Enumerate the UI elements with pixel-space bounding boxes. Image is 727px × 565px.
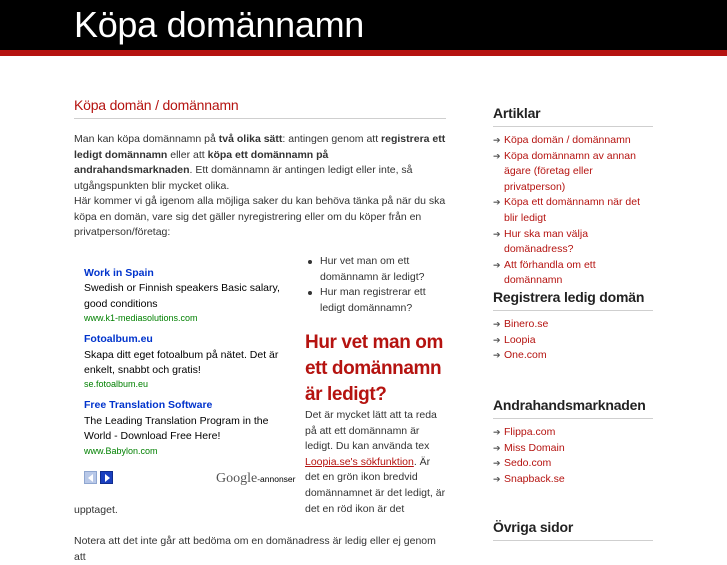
sidebar-link[interactable]: Binero.se — [504, 318, 549, 330]
ad-url[interactable]: se.fotoalbum.eu — [84, 379, 149, 390]
sidebar-link-item[interactable] — [493, 149, 653, 196]
article-toc — [305, 254, 447, 316]
sidebar-link[interactable]: Köpa domännamn av annan ägare (företag eller privatperson) — [504, 149, 636, 193]
google-logo: Google — [216, 471, 258, 486]
sidebar-heading: Andrahandsmarknaden — [493, 396, 653, 419]
article — [74, 96, 446, 563]
ad-item[interactable] — [84, 332, 294, 390]
sidebar-link[interactable]: One.com — [504, 349, 547, 362]
sidebar-list — [493, 419, 653, 487]
article-paragraph-cont: upptaget. — [74, 504, 118, 516]
sidebar-link-item[interactable] — [493, 472, 653, 488]
sidebar-section-artiklar — [493, 104, 653, 289]
ad-text: The Leading Translation Program in the World - Download Free Here! — [84, 414, 269, 443]
text: eller att — [167, 148, 208, 161]
sidebar-link-item[interactable] — [493, 333, 653, 349]
ad-title-link[interactable]: Fotoalbum.eu — [84, 333, 153, 346]
sidebar-link[interactable]: Sedo.com — [504, 457, 552, 470]
sidebar-link-item[interactable] — [493, 258, 653, 289]
arrow-right-icon: ➔ — [493, 458, 501, 469]
site-header — [0, 0, 727, 50]
sidebar-link-item[interactable] — [493, 456, 653, 472]
sidebar-link[interactable]: Hur ska man välja domänadress? — [504, 227, 589, 256]
sidebar-list — [493, 311, 653, 364]
sidebar-link-item[interactable] — [493, 227, 653, 258]
sidebar-link[interactable]: Flippa.com — [504, 426, 556, 438]
article-paragraph-note: Notera att det inte går att bedöma om en domänadress är ledig eller ej genom att — [74, 535, 436, 563]
emphasis: registrera ett ledigt domännamn — [74, 133, 446, 161]
ad-prev-button[interactable] — [84, 471, 97, 484]
sidebar-heading: Registrera ledig domän — [493, 288, 653, 311]
sidebar-link-item[interactable] — [493, 317, 653, 333]
google-ads — [84, 266, 296, 486]
section-paragraph — [305, 408, 447, 517]
ad-title-link[interactable]: Work in Spain — [84, 267, 154, 279]
ad-text: Swedish or Finnish speakers Basic salary, good conditions — [84, 282, 280, 310]
emphasis: köpa ett domännamn på andrahandsmarknaden — [74, 148, 329, 177]
article-heading: Köpa domän / domännamn — [74, 96, 446, 119]
sidebar-link[interactable]: Loopia — [504, 333, 536, 346]
arrow-right-icon: ➔ — [493, 228, 501, 239]
annonser-label: -annonser — [257, 474, 296, 484]
ad-url[interactable]: www.k1-mediasolutions.com — [84, 313, 198, 324]
ad-item[interactable] — [84, 398, 294, 456]
sidebar-link[interactable]: Köpa domän / domännamn — [504, 134, 631, 146]
arrow-right-icon: ➔ — [493, 350, 501, 361]
text: Det är mycket lätt att ta reda på att ett domännamn är ledigt. Du kan använda tex — [305, 409, 437, 453]
emphasis: två olika sätt — [218, 133, 283, 145]
header-accent-bar — [0, 50, 727, 56]
arrow-right-icon: ➔ — [493, 427, 501, 437]
ad-navigation — [84, 471, 116, 486]
sidebar-link[interactable]: Att förhandla om ett domännamn — [504, 258, 596, 287]
ad-next-button[interactable] — [100, 471, 113, 484]
sidebar-section-ovriga — [493, 518, 653, 541]
sidebar-link-item[interactable] — [493, 348, 653, 364]
arrow-right-icon: ➔ — [493, 442, 501, 453]
arrow-right-icon: ➔ — [493, 197, 501, 208]
sidebar-link-item[interactable] — [493, 425, 653, 441]
sidebar-link-item[interactable] — [493, 133, 653, 149]
ad-url[interactable]: www.Babylon.com — [84, 445, 158, 456]
article-intro — [74, 132, 446, 194]
toc-item[interactable]: Hur man registrerar ett ledigt domännamn? — [305, 285, 447, 316]
ad-title-link[interactable]: Free Translation Software — [84, 399, 213, 412]
sidebar-section-registrera — [493, 288, 653, 364]
sidebar-link[interactable]: Miss Domain — [504, 441, 565, 454]
ad-text: Skapa ditt eget fotoalbum på nätet. Det är enkelt, snabbt och gratis! — [84, 348, 279, 377]
arrow-right-icon: ➔ — [493, 334, 501, 345]
sidebar-section-andrahand — [493, 396, 653, 487]
loopia-search-link[interactable]: Loopia.se's sökfunktion — [305, 455, 414, 468]
sidebar-heading: Artiklar — [493, 104, 653, 127]
text: . Ett domännamn är antingen ledigt eller inte, så utgångspunkten blir mycket olika. — [74, 164, 413, 192]
sidebar-link-item[interactable] — [493, 441, 653, 457]
sidebar-link-item[interactable] — [493, 195, 653, 226]
sidebar-link[interactable]: Köpa ett domännamn när det blir ledigt — [504, 196, 641, 224]
text: Man kan köpa domännamn på — [74, 133, 219, 145]
article-right-column — [305, 254, 447, 515]
sidebar-link[interactable]: Snapback.se — [504, 472, 565, 485]
sidebar-list — [493, 127, 653, 289]
ad-item[interactable] — [84, 266, 294, 324]
section-heading: Hur vet man om ett domännamn är ledigt? — [305, 332, 443, 405]
arrow-right-icon: ➔ — [493, 259, 501, 270]
toc-item[interactable]: Hur vet man om ett domännamn är ledigt? — [305, 254, 447, 285]
site-title[interactable]: Köpa domännamn — [74, 4, 365, 45]
sidebar-heading: Övriga sidor — [493, 518, 653, 541]
google-ads-label[interactable] — [216, 471, 296, 487]
arrow-right-icon: ➔ — [493, 473, 501, 484]
text: . Är det en grön ikon bredvid domännamnet är det ledigt, är det en röd ikon är det — [305, 455, 446, 515]
text: : antingen genom att — [282, 133, 382, 145]
arrow-right-icon: ➔ — [493, 135, 501, 145]
arrow-right-icon: ➔ — [493, 319, 501, 329]
article-paragraph: Här kommer vi gå igenom alla möjliga saker du kan behöva tänka på när du ska köpa en domän, vare sig det gäller nyregistrering eller om du köper från en privatperson/företag: — [74, 195, 446, 239]
arrow-right-icon: ➔ — [493, 150, 501, 161]
